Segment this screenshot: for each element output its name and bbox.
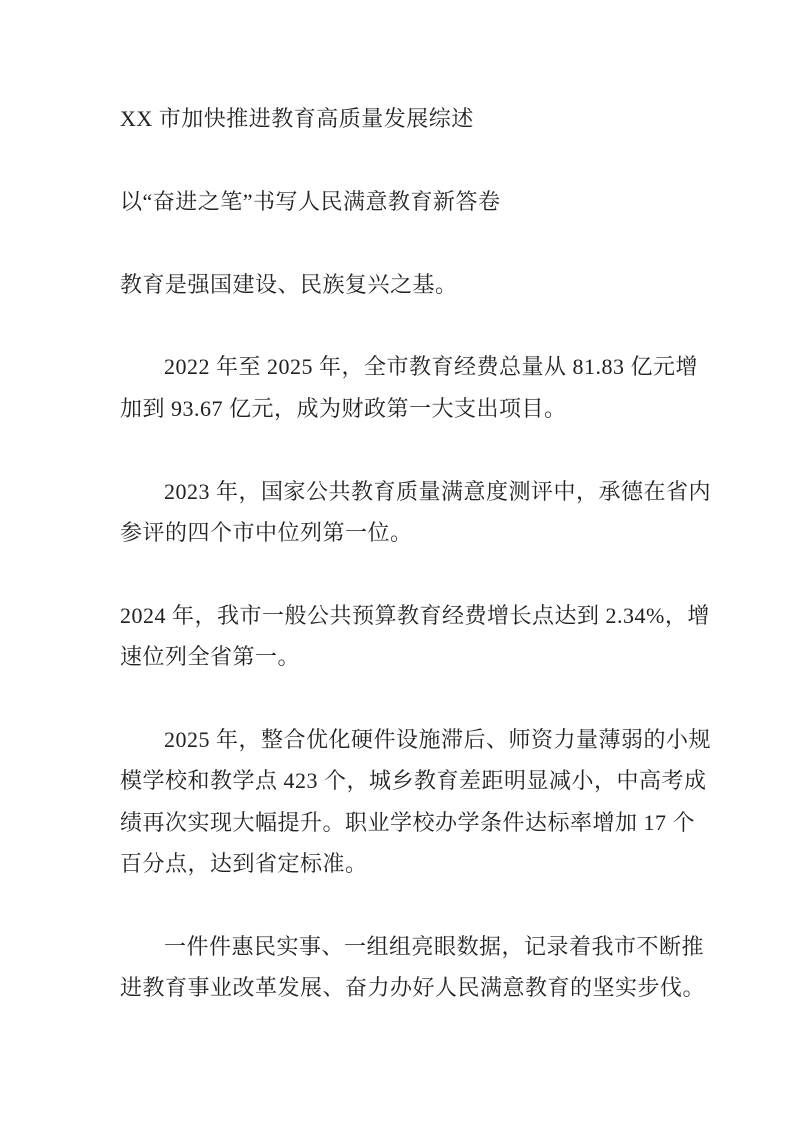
paragraph-para-2025-optimization [120, 719, 712, 885]
text-line: 绩再次实现大幅提升。职业学校办学条件达标率增加 17 个 [120, 809, 696, 835]
paragraph-para-2024-budget-growth [120, 595, 710, 678]
text-line: 教育是强国建设、民族复兴之基。 [120, 271, 458, 297]
text-line: 2023 年，国家公共教育质量满意度测评中，承德在省内 [164, 478, 712, 504]
text-line: 2024 年，我市一般公共预算教育经费增长点达到 2.34%，增 [120, 602, 710, 628]
paragraph-para-2022-funding [120, 346, 699, 429]
text-line: 加到 93.67 亿元，成为财政第一大支出项目。 [120, 395, 567, 421]
text-line: 一件件惠民实事、一组组亮眼数据，记录着我市不断推 [164, 933, 705, 959]
text-line: 以“奋进之笔”书写人民满意教育新答卷 [120, 188, 501, 214]
text-line: 速位列全省第一。 [120, 644, 301, 670]
document-content [120, 98, 712, 1009]
text-line: 模学校和教学点 423 个，城乡教育差距明显减小，中高考成 [120, 768, 707, 794]
text-line: 百分点，达到省定标准。 [120, 851, 368, 877]
paragraph-subtitle [120, 181, 675, 222]
paragraph-para-2023-satisfaction [120, 471, 712, 554]
paragraph-title [120, 98, 675, 139]
text-line: 进教育事业改革发展、奋力办好人民满意教育的坚实步伐。 [120, 975, 706, 1001]
text-line: XX 市加快推进教育高质量发展综述 [120, 106, 474, 131]
paragraph-para-education-foundation [120, 264, 675, 305]
paragraph-para-conclusion [120, 926, 706, 1009]
text-line: 参评的四个市中位列第一位。 [120, 519, 413, 545]
text-line: 2025 年，整合优化硬件设施滞后、师资力量薄弱的小规 [164, 726, 712, 752]
text-line: 2022 年至 2025 年，全市教育经费总量从 81.83 亿元增 [164, 354, 699, 380]
